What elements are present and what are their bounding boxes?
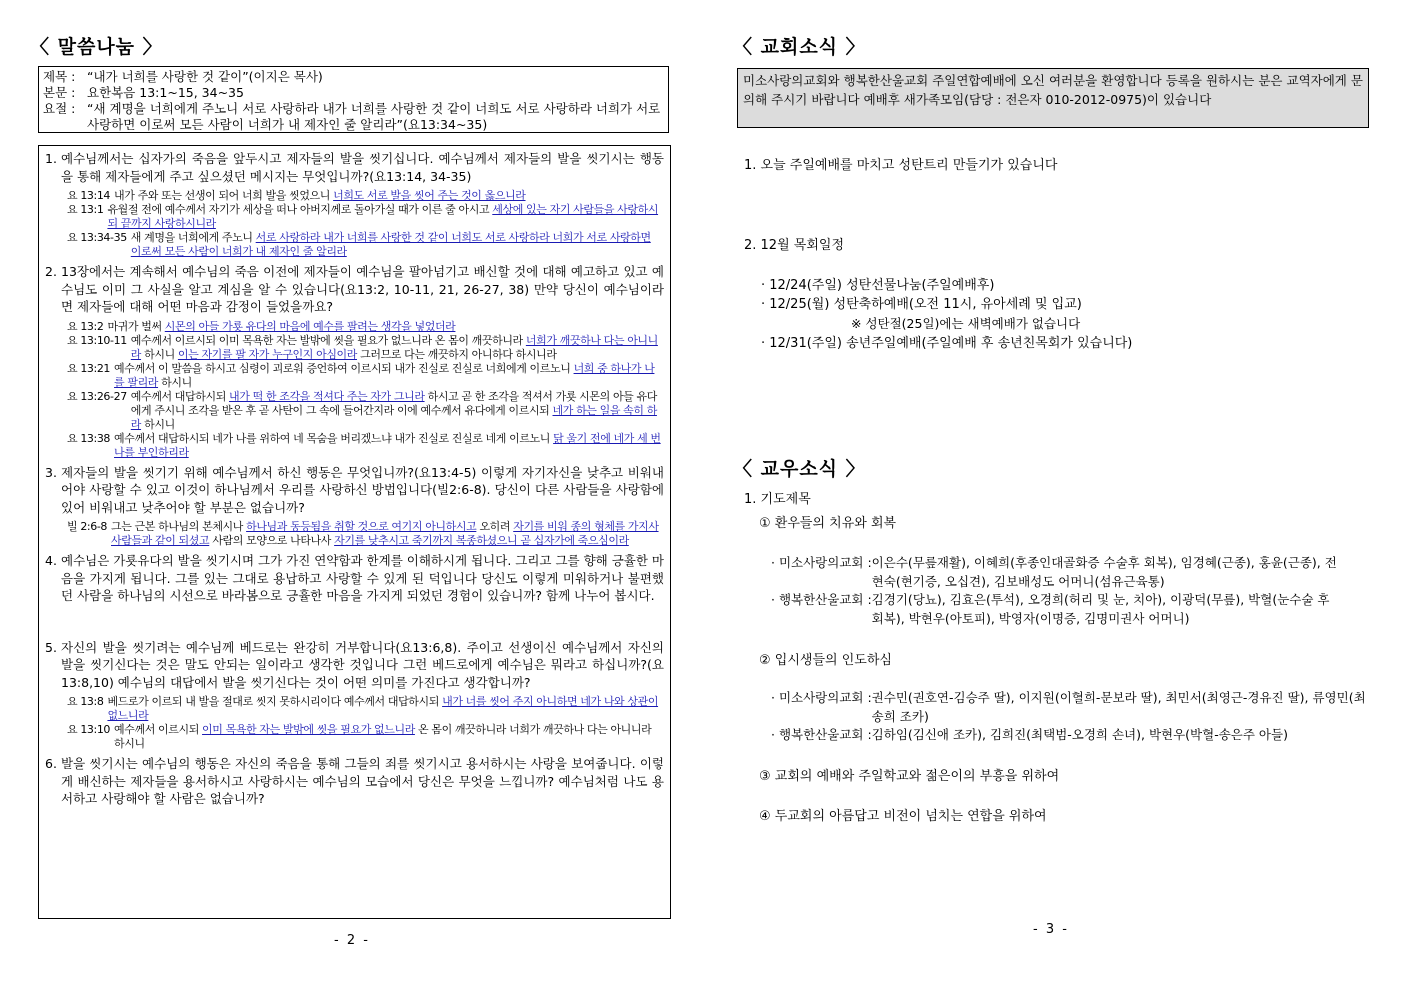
- verse-text: [114, 432, 664, 460]
- verse-text-segment: 마귀가 벌써: [107, 319, 165, 333]
- verse-text: [107, 203, 664, 231]
- prayer-row: [771, 553, 1341, 591]
- underlined-verse-text: 내가 너를 씻어 주지 아니하면 네가 나와 상관이 없느니라: [107, 695, 659, 722]
- question-number: 6.: [45, 756, 57, 771]
- scripture-references: [67, 695, 664, 751]
- verse-text: [114, 723, 664, 751]
- verse-text-segment: 온 몸이 깨끗하니라 너희가 깨끗하나 다는 아니니라 하시니: [114, 723, 652, 750]
- schedule-item: · 12/31(주일) 송년주일예배(주일예배 후 송년친목회가 있습니다): [761, 336, 1133, 351]
- question-number: 2.: [45, 264, 57, 279]
- verse-text-segment: 사람의 모양으로 나타나사: [209, 534, 335, 547]
- scripture-references: [67, 520, 664, 548]
- scripture-reference: [67, 334, 664, 362]
- question-number: 4.: [45, 553, 57, 568]
- question-item: [45, 464, 664, 549]
- question-text: 제자들의 발을 씻기기 위해 예수님께서 하신 행동은 무엇입니까?(요13:4-5) 이렇게 자기자신을 낮추고 비워내어야 사랑할 수 있고 이것이 하나님께서 우리를 사랑하신 방법입니다(빌2:6-8). 당신이 다른 사람들을 사랑함에 있어 비워내고 낮추어야 할 부분은 없습니까?: [61, 464, 664, 515]
- question-text: 자신의 발을 씻기려는 예수님께 베드로는 완강히 거부합니다(요13:6,8). 주이고 선생이신 예수님께서 자신의 발을 씻기신다는 것은 말도 안되는 일이라고 생각한 것입니다 그런 베드로에게 예수님은 뭐라고 하십니까?(요13:8,10) 예수님의 대답에서 발을 씻기신다는 것이 어떤 의미를 가진다고 생각합니까?: [61, 639, 664, 690]
- underlined-verse-text: 세상에 있는 자기 사람들을 사랑하시되 끝까지 사랑하시니라: [107, 203, 659, 230]
- underlined-verse-text: 서로 사랑하라 내가 너희를 사랑한 것 같이 너희도 서로 사랑하라 너희가 서로 사랑하면 이로써 모든 사람이 너희가 내 제자인 줄 알리라: [130, 231, 651, 258]
- underlined-verse-text: 네가 하는 일을 속히 하라: [130, 403, 657, 431]
- underlined-verse-text: 이는 자기를 팔 자가 누구인지 아심이라: [177, 347, 358, 361]
- scripture-reference: [67, 695, 664, 723]
- prayer-title: 1. 기도제목: [744, 492, 811, 507]
- prayer-row: [771, 590, 1341, 628]
- verse-text: [107, 695, 664, 723]
- sermon-key-verse-value: “새 계명을 너희에게 주노니 서로 사랑하라 내가 너희를 사랑한 것 같이 너희도 서로 사랑하라 너희가 서로 사랑하면 이로써 모든 사람이 너희가 내 제자인 줄 알리라”(요13:34~35): [87, 101, 661, 132]
- underlined-verse-text: 닭 울기 전에 네가 세 번 나를 부인하리라: [114, 431, 661, 459]
- discussion-questions-box: [38, 145, 671, 919]
- verse-reference: 요 13:21: [67, 361, 111, 375]
- scripture-reference: [67, 390, 664, 432]
- verse-text-segment: 내가 주와 또는 선생이 되어 너희 발을 씻었으니: [114, 189, 334, 202]
- verse-text: [111, 520, 664, 548]
- prayer-row: [771, 688, 1366, 726]
- prayer-row: [771, 725, 1366, 744]
- verse-reference: 요 13:1: [67, 203, 104, 216]
- verse-reference: 빌 2:6-8: [67, 520, 107, 533]
- section-title-church-news: 〈 교회소식 〉: [733, 36, 866, 58]
- sermon-title-label: 제목 :: [43, 69, 76, 84]
- verse-text: [131, 334, 664, 362]
- verse-reference: 요 13:14: [67, 189, 111, 202]
- section-title-member-news: 〈 교우소식 〉: [733, 458, 866, 480]
- question-number: 1.: [45, 151, 57, 166]
- verse-text-segment: 예수께서 대답하시되: [130, 389, 230, 403]
- verse-text-segment: 하시니: [141, 417, 175, 431]
- prayer-topic-3: ③ 교회의 예배와 주일학교와 젊은이의 부흥을 위하여: [759, 769, 1060, 784]
- question-item: [45, 639, 664, 752]
- verse-text-segment: 오히려: [476, 520, 514, 533]
- verse-text-segment: 예수께서 이르시되: [114, 723, 203, 736]
- question-row: [45, 464, 664, 517]
- page-number-left: - 2 -: [334, 933, 370, 948]
- prayer-row-value: 권수민(권호연-김승주 딸), 이지원(이혈희-문보라 딸), 최민서(최영근-경유진 딸), 류영민(최송희 조카): [871, 690, 1366, 724]
- prayer-row-label: · 행복한산울교회 :: [771, 727, 872, 742]
- question-number: 3.: [45, 464, 57, 480]
- prayer-topic-4: ④ 두교회의 아름답고 비전이 넘치는 연합을 위하여: [759, 809, 1047, 824]
- news-item-1: 1. 오늘 주일예배를 마치고 성탄트리 만들기가 있습니다: [744, 158, 1058, 173]
- sermon-title-value: “내가 너희를 사랑한 것 같이”(이지은 목사): [87, 69, 323, 84]
- verse-reference: 요 13:8: [67, 695, 104, 708]
- sermon-text-label: 본문 :: [43, 85, 76, 100]
- scripture-references: [67, 189, 664, 259]
- sermon-key-verse-label: 요절 :: [43, 101, 76, 116]
- prayer-row-value: 이은수(무릎재활), 이혜희(후종인대골화증 수술후 회복), 임경혜(근종), 홍윤(근종), 전현숙(현기증, 오십견), 김보배성도 어머니(섬유근육통): [871, 555, 1337, 589]
- verse-text: [107, 320, 664, 334]
- question-number: 5.: [45, 639, 57, 655]
- question-row: [45, 263, 664, 316]
- scripture-reference: [67, 520, 664, 548]
- question-text: 13장에서는 계속해서 예수님의 죽음 이전에 제자들이 예수님을 팔아넘기고 배신할 것에 대해 예고하고 있고 예수님도 이미 그 사실을 알고 계심을 알 수 있습니다(요13:2, 10-11, 21, 26-27, 38) 만약 당신이 예수님이라면 제자들에 대해 어떤 마음과 감정이 들었을까요?: [61, 264, 664, 314]
- question-item: [45, 552, 664, 605]
- prayer-topic-2: ② 입시생들의 인도하심: [759, 653, 892, 668]
- scripture-reference: [67, 189, 664, 203]
- verse-text-segment: 하시니: [158, 375, 192, 389]
- verse-text-segment: 하시니: [141, 347, 178, 361]
- scripture-reference: [67, 231, 664, 259]
- sermon-title-row: [43, 69, 664, 85]
- underlined-verse-text: 너희 중 하나가 나를 팔리라: [114, 361, 655, 389]
- schedule-item: · 12/25(월) 성탄축하예배(오전 11시, 유아세례 및 입교): [761, 297, 1082, 312]
- underlined-verse-text: 너희도 서로 발을 씻어 주는 것이 옳으니라: [333, 189, 526, 202]
- sermon-text-value: 요한복음 13:1~15, 34~35: [87, 85, 244, 100]
- news-item-2: 2. 12월 목회일정: [744, 238, 845, 253]
- schedule-note: ※ 성탄절(25일)에는 새벽예배가 없습니다: [851, 316, 1081, 331]
- sermon-info-box: [38, 66, 669, 133]
- scripture-references: [67, 320, 664, 460]
- question-row: [45, 639, 664, 692]
- question-item: [45, 263, 664, 460]
- verse-text: [131, 231, 664, 259]
- welcome-notice-box: 미소사랑의교회와 행복한산울교회 주일연합예배에 오신 여러분을 환영합니다 등록을 원하시는 분은 교역자에게 문의해 주시기 바랍니다 예배후 새가족모임(담당 : 전은자 010-2012-0975)이 있습니다: [737, 68, 1369, 128]
- sermon-key-verse-row: [43, 101, 664, 133]
- verse-text: [114, 362, 664, 390]
- underlined-verse-text: 자기를 낮추시고 죽기까지 복종하셨으니 곧 십자가에 죽으심이라: [334, 534, 629, 547]
- scripture-reference: [67, 203, 664, 231]
- verse-text-segment: 그러므로 다는 깨끗하지 아니하다 하시니라: [357, 347, 557, 361]
- section-title-sermon-sharing: 〈 말씀나눔 〉: [30, 36, 163, 58]
- underlined-verse-text: 하나님과 동등됨을 취할 것으로 여기지 아니하시고: [246, 520, 477, 533]
- verse-text-segment: 유월절 전에 예수께서 자기가 세상을 떠나 아버지께로 돌아가실 때가 이른 줄 아시고: [107, 203, 493, 216]
- verse-reference: 요 13:38: [67, 431, 111, 445]
- verse-text-segment: 베드로가 이르되 내 발을 절대로 씻지 못하시리이다 예수께서 대답하시되: [107, 695, 443, 708]
- verse-reference: 요 13:2: [67, 319, 104, 333]
- question-text: 예수님은 가룟유다의 발을 씻기시며 그가 가진 연약함과 한계를 이해하시게 됩니다. 그리고 그를 향해 긍휼한 마음을 가지게 됩니다. 그를 있는 그대로 용납하고 사랑할 수 있게 된 덕입니다 당신도 이렇게 미워하거나 불편했던 사람을 하나님의 시선으로 바라봄으로 긍휼한 마음을 가지게 되었던 경험이 있습니까? 함께 나누어 봅시다.: [61, 553, 664, 603]
- underlined-verse-text: 내가 떡 한 조각을 적셔다 주는 자가 그니라: [229, 389, 425, 403]
- scripture-reference: [67, 723, 664, 751]
- underlined-verse-text: 자기를 비워 종의 형체를 가지사 사람들과 같이 되셨고: [111, 520, 659, 547]
- question-row: [45, 755, 664, 808]
- verse-reference: 요 13:34-35: [67, 231, 127, 244]
- sermon-text-row: [43, 85, 664, 101]
- question-text: 발을 씻기시는 예수님의 행동은 자신의 죽음을 통해 그들의 죄를 씻기시고 용서하시는 사랑을 보여줍니다. 이렇게 배신하는 제자들을 용서하시고 사랑하시는 예수님의 모습에서 당신은 무엇을 느낍니까? 예수님처럼 나도 용서하고 사랑해야 할 사람은 없습니까?: [61, 756, 664, 806]
- scripture-reference: [67, 432, 664, 460]
- underlined-verse-text: 이미 목욕한 자는 발밖에 씻을 필요가 없느니라: [202, 723, 415, 736]
- underlined-verse-text: 시몬의 아들 가룟 유다의 마음에 예수를 팔려는 생각을 넣었더라: [164, 319, 456, 333]
- page-number-right: - 3 -: [1033, 922, 1069, 937]
- scripture-reference: [67, 320, 664, 334]
- scripture-reference: [67, 362, 664, 390]
- verse-reference: 요 13:26-27: [67, 389, 127, 403]
- question-row: [45, 150, 664, 185]
- verse-text-segment: 그는 근본 하나님의 본체시나: [111, 520, 247, 533]
- underlined-verse-text: 너희가 깨끗하나 다는 아니니라: [130, 333, 658, 361]
- verse-text-segment: 예수께서 이르시되 이미 목욕한 자는 발밖에 씻을 필요가 없느니라 온 몸이 깨끗하니라: [130, 333, 526, 347]
- prayer-row-label: · 미소사랑의교회 :: [771, 555, 872, 570]
- schedule-item: · 12/24(주일) 성탄선물나눔(주일예배후): [761, 278, 995, 293]
- verse-text: [114, 189, 664, 203]
- verse-text-segment: 하시고 곧 한 조각을 적셔서 가룟 시몬의 아들 유다에게 주시니 조각을 받은 후 곧 사탄이 그 속에 들어간지라 이에 예수께서 유다에게 이르시되: [130, 389, 657, 417]
- verse-text-segment: 예수께서 대답하시되 네가 나를 위하여 네 목숨을 버리겠느냐 내가 진실로 진실로 네게 이르노니: [114, 431, 554, 445]
- prayer-row-value: 김하임(김신애 조카), 김희진(최택범-오경희 손녀), 박현우(박혈-송은주 아들): [871, 727, 1288, 742]
- verse-text-segment: 새 계명을 너희에게 주노니: [130, 231, 256, 244]
- verse-reference: 요 13:10-11: [67, 333, 127, 347]
- question-item: [45, 150, 664, 259]
- verse-reference: 요 13:10: [67, 723, 111, 736]
- prayer-row-label: · 미소사랑의교회 :: [771, 690, 872, 705]
- prayer-row-value: 김경기(당뇨), 김효은(투석), 오경희(허리 및 눈, 치아), 이광덕(무릎), 박혈(눈수술 후 회복), 박현우(아토피), 박영자(이명증, 김명미권사 어머니): [871, 592, 1330, 626]
- prayer-row-label: · 행복한산울교회 :: [771, 592, 872, 607]
- question-row: [45, 552, 664, 605]
- verse-text: [131, 390, 664, 432]
- question-item: [45, 755, 664, 808]
- verse-text-segment: 예수께서 이 말씀을 하시고 심령이 괴로워 증언하여 이르시되 내가 진실로 진실로 너희에게 이르노니: [114, 361, 574, 375]
- question-text: 예수님께서는 십자가의 죽음을 앞두시고 제자들의 발을 씻기십니다. 예수님께서 제자들의 발을 씻기시는 행동을 통해 제자들에게 주고 싶으셨던 메시지는 무엇입니까?(요13:14, 34-35): [61, 151, 664, 184]
- prayer-topic-1: ① 환우들의 치유와 회복: [759, 516, 897, 531]
